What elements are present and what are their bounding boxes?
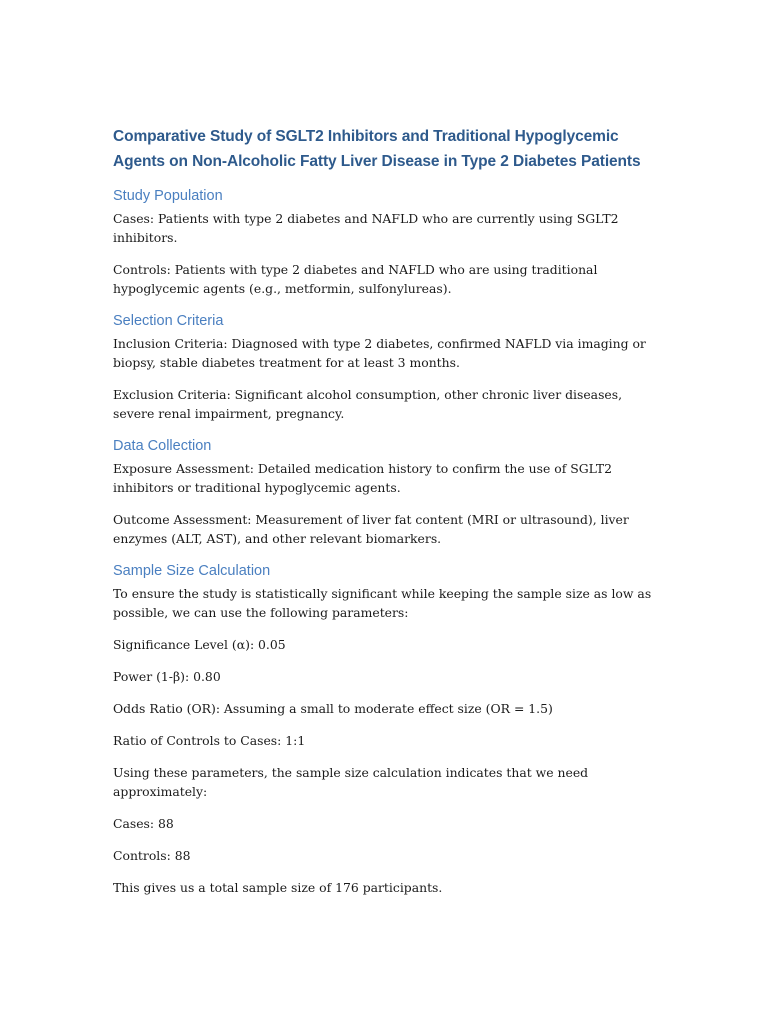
section-heading: Sample Size Calculation [113, 563, 271, 579]
paragraph-exclusion-criteria: Exclusion Criteria: Significant alcohol consumption, other chronic liver diseases, severe renal impairment, pregnancy. [113, 387, 623, 421]
document-page [113, 124, 658, 910]
paragraph-total-sample: This gives us a total sample size of 176 participants. [113, 880, 443, 895]
paragraph-exposure-assessment: Exposure Assessment: Detailed medication history to confirm the use of SGLT2 inhibitors or traditional hypoglycemic agents. [113, 461, 613, 495]
section-sample-size-calculation [113, 561, 658, 897]
paragraph-intro: To ensure the study is statistically significant while keeping the sample size as low as possible, we can use the following parameters: [113, 586, 652, 620]
paragraph-outcome-assessment: Outcome Assessment: Measurement of liver fat content (MRI or ultrasound), liver enzymes (ALT, AST), and other relevant biomarkers. [113, 512, 629, 546]
section-study-population [113, 186, 658, 298]
paragraph-controls: Controls: Patients with type 2 diabetes and NAFLD who are using traditional hypoglycemic agents (e.g., metformin, sulfonylureas). [113, 262, 598, 296]
paragraph-cases: Cases: Patients with type 2 diabetes and NAFLD who are currently using SGLT2 inhibitors. [113, 211, 619, 245]
paragraph-calculation-result: Using these parameters, the sample size calculation indicates that we need approximately: [113, 765, 589, 799]
section-heading: Selection Criteria [113, 313, 224, 329]
section-heading: Study Population [113, 188, 223, 204]
section-selection-criteria [113, 311, 658, 423]
paragraph-power: Power (1-β): 0.80 [113, 669, 221, 684]
paragraph-controls-count: Controls: 88 [113, 848, 191, 863]
paragraph-significance-level: Significance Level (α): 0.05 [113, 637, 286, 652]
paragraph-inclusion-criteria: Inclusion Criteria: Diagnosed with type 2 diabetes, confirmed NAFLD via imaging or biopsy, stable diabetes treatment for at least 3 months. [113, 336, 646, 370]
paragraph-odds-ratio: Odds Ratio (OR): Assuming a small to moderate effect size (OR = 1.5) [113, 701, 553, 716]
section-data-collection [113, 436, 658, 548]
section-heading: Data Collection [113, 438, 212, 454]
document-title: Comparative Study of SGLT2 Inhibitors and Traditional Hypoglycemic Agents on Non-Alcoholic Fatty Liver Disease in Type 2 Diabetes Patients [113, 128, 641, 170]
paragraph-ratio: Ratio of Controls to Cases: 1:1 [113, 733, 306, 748]
paragraph-cases-count: Cases: 88 [113, 816, 174, 831]
